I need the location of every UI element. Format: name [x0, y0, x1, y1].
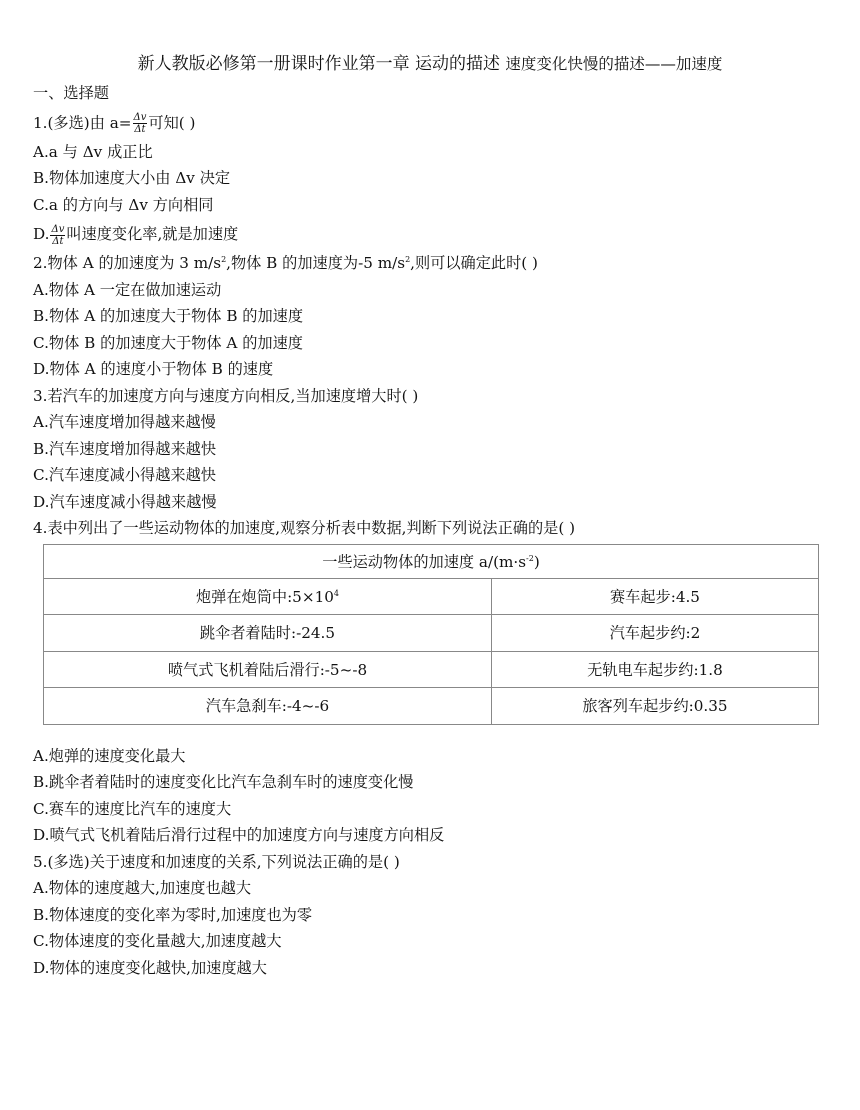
question-3-stem: 3.若汽车的加速度方向与速度方向相反,当加速度增大时( )	[33, 386, 419, 405]
table-cell: 跳伞者着陆时:-24.5	[44, 615, 492, 652]
table-header-row	[44, 544, 819, 578]
table-cell: 汽车急刹车:-4~-6	[44, 688, 492, 725]
q2-option-b: B.物体 A 的加速度大于物体 B 的加速度	[33, 307, 304, 325]
table-row	[44, 615, 819, 652]
question-2-stem	[33, 250, 823, 277]
squared-superscript: 2	[221, 255, 227, 264]
table-cell	[44, 578, 492, 615]
page-title	[0, 52, 860, 76]
question-1-stem	[33, 107, 823, 139]
table-cell: 旅客列车起步约:0.35	[491, 688, 818, 725]
q5-option-d: D.物体的速度变化越快,加速度越大	[33, 958, 267, 977]
section-heading: 一、选择题	[33, 84, 109, 102]
delta-v-over-delta-t-fraction	[133, 112, 148, 135]
table-cell: 赛车起步:4.5	[491, 578, 818, 615]
title-sub: 速度变化快慢的描述——加速度	[505, 55, 723, 73]
q2-option-c: C.物体 B 的加速度大于物体 A 的加速度	[33, 333, 303, 352]
q5-option-b: B.物体速度的变化率为零时,加速度也为零	[33, 905, 313, 924]
q3-option-b: B.汽车速度增加得越来越快	[33, 439, 217, 458]
table-cell: 喷气式飞机着陆后滑行:-5~-8	[44, 651, 492, 688]
q1-option-c: C.a 的方向与 Δv 方向相同	[33, 195, 214, 214]
table-header-text: 一些运动物体的加速度 a/(m·s	[322, 552, 527, 571]
table-header-close: )	[533, 552, 540, 571]
delta-v-over-delta-t-fraction	[50, 224, 65, 247]
squared-superscript: 2	[405, 255, 411, 264]
q5-option-c: C.物体速度的变化量越大,加速度越大	[33, 932, 282, 950]
unit-exponent: -2	[526, 553, 534, 563]
q1-suffix: 可知( )	[148, 113, 196, 132]
q4-option-a: A.炮弹的速度变化最大	[33, 746, 186, 765]
q2-option-d: D.物体 A 的速度小于物体 B 的速度	[33, 360, 274, 378]
q3-option-c: C.汽车速度减小得越来越快	[33, 466, 216, 484]
power-exponent: 4	[333, 588, 339, 598]
q1-option-d	[33, 218, 823, 250]
q1-prefix: 1.(多选)由 a=	[33, 113, 132, 132]
q4-option-b: B.跳伞者着陆时的速度变化比汽车急刹车时的速度变化慢	[33, 773, 414, 791]
fraction-numerator: Δv	[133, 112, 147, 123]
fraction-denominator: Δt	[52, 235, 64, 247]
worksheet-body	[33, 80, 823, 981]
q4-option-c: C.赛车的速度比汽车的速度大	[33, 799, 232, 818]
acceleration-table	[43, 544, 819, 725]
question-4-stem: 4.表中列出了一些运动物体的加速度,观察分析表中数据,判断下列说法正确的是( )	[33, 519, 576, 537]
q2-stem-part-c: ,则可以确定此时( )	[410, 254, 538, 272]
cell-text: 炮弹在炮筒中:5×10	[195, 587, 334, 606]
q3-option-d: D.汽车速度减小得越来越慢	[33, 492, 217, 511]
spacer	[33, 731, 823, 743]
fraction-denominator: Δt	[134, 124, 146, 135]
q1-option-a: A.a 与 Δv 成正比	[33, 142, 153, 161]
q1-option-d-prefix: D.	[33, 225, 50, 243]
table-row	[44, 651, 819, 688]
table-header-cell	[44, 544, 819, 578]
table-row	[44, 578, 819, 615]
q2-option-a: A.物体 A 一定在做加速运动	[33, 280, 222, 299]
q2-stem-part-a: 2.物体 A 的加速度为 3 m/s	[33, 254, 222, 272]
q5-option-a: A.物体的速度越大,加速度也越大	[33, 879, 252, 897]
title-main: 新人教版必修第一册课时作业第一章 运动的描述	[137, 54, 500, 74]
table-cell: 汽车起步约:2	[491, 615, 818, 652]
table-cell: 无轨电车起步约:1.8	[491, 651, 818, 688]
fraction-numerator: Δv	[51, 223, 65, 235]
question-5-stem: 5.(多选)关于速度和加速度的关系,下列说法正确的是( )	[33, 852, 400, 871]
q1-option-b: B.物体加速度大小由 Δv 决定	[33, 169, 231, 187]
table-row	[44, 688, 819, 725]
q1-option-d-text: 叫速度变化率,就是加速度	[66, 225, 239, 243]
q4-option-d: D.喷气式飞机着陆后滑行过程中的加速度方向与速度方向相反	[33, 826, 445, 844]
q2-stem-part-b: ,物体 B 的加速度为-5 m/s	[226, 254, 406, 272]
q3-option-a: A.汽车速度增加得越来越慢	[33, 413, 216, 431]
